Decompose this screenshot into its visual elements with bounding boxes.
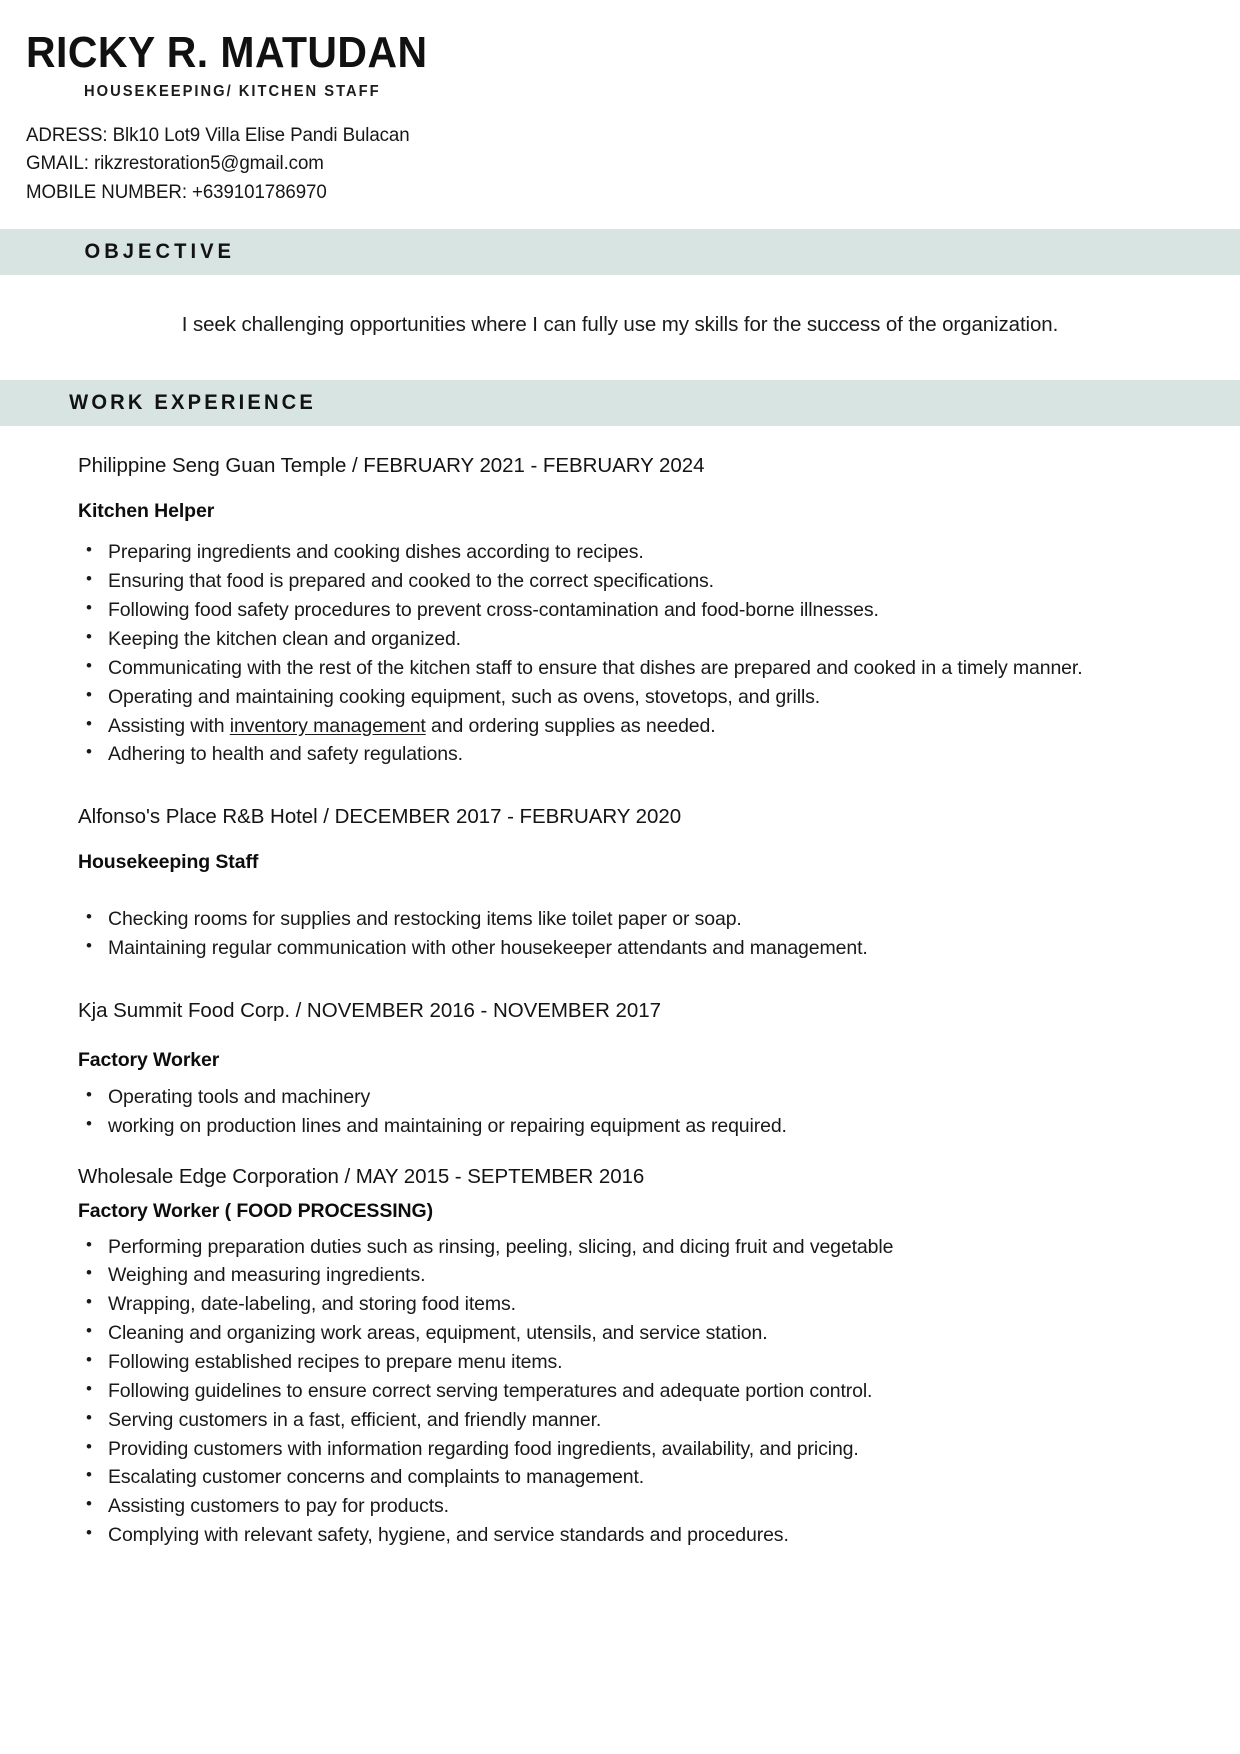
list-item: • working on production lines and maintaining or repairing equipment as required. <box>78 1112 1182 1141</box>
contact-block <box>26 121 1240 207</box>
job-entry <box>78 1163 1182 1550</box>
list-item: • Ensuring that food is prepared and cooked to the correct specifications. <box>78 567 1182 596</box>
list-item: • Operating and maintaining cooking equipment, such as ovens, stovetops, and grills. <box>78 683 1182 712</box>
job-heading: Philippine Seng Guan Temple / FEBRUARY 2021 - FEBRUARY 2024 <box>78 454 705 478</box>
list-item: • Maintaining regular communication with other housekeeper attendants and management. <box>78 934 1182 963</box>
list-item: • Operating tools and machinery <box>78 1083 1182 1112</box>
job-entry <box>78 803 1182 963</box>
list-item: • Following established recipes to prepare menu items. <box>78 1348 1182 1377</box>
job-heading: Wholesale Edge Corporation / MAY 2015 - SEPTEMBER 2016 <box>78 1164 645 1188</box>
contact-email: GMAIL: rikzrestoration5@gmail.com <box>26 152 324 175</box>
list-item: • Providing customers with information regarding food ingredients, availability, and pricing. <box>78 1435 1182 1464</box>
list-item: • Complying with relevant safety, hygiene, and service standards and procedures. <box>78 1521 1182 1550</box>
list-item: • Serving customers in a fast, efficient, and friendly manner. <box>78 1406 1182 1435</box>
list-item: • Performing preparation duties such as rinsing, peeling, slicing, and dicing fruit and vegetable <box>78 1233 1182 1262</box>
job-duties-list <box>78 1233 1182 1550</box>
job-entry <box>78 452 1182 769</box>
list-item: • Keeping the kitchen clean and organized. <box>78 625 1182 654</box>
job-heading: Alfonso's Place R&B Hotel / DECEMBER 2017 - FEBRUARY 2020 <box>78 805 682 829</box>
candidate-job-title: HOUSEKEEPING/ KITCHEN STAFF <box>84 82 381 100</box>
list-item: • Adhering to health and safety regulations. <box>78 740 1182 769</box>
section-title-objective: OBJECTIVE <box>84 239 236 263</box>
list-item: • Escalating customer concerns and complaints to management. <box>78 1463 1182 1492</box>
list-item: • Preparing ingredients and cooking dishes according to recipes. <box>78 538 1182 567</box>
job-title: Factory Worker <box>78 1048 220 1071</box>
objective-body <box>0 275 1240 341</box>
list-item: • Checking rooms for supplies and restocking items like toilet paper or soap. <box>78 905 1182 934</box>
underlined-phrase: inventory management <box>229 714 426 737</box>
objective-text: I seek challenging opportunities where I can fully use my skills for the success of the organization. <box>181 312 1059 336</box>
section-header-objective <box>0 229 1240 275</box>
candidate-name: RICKY R. MATUDAN <box>26 28 428 77</box>
job-title: Kitchen Helper <box>78 500 215 523</box>
job-duties-list <box>78 538 1182 769</box>
job-title: Factory Worker ( FOOD PROCESSING) <box>78 1200 433 1223</box>
section-title-work-experience: WORK EXPERIENCE <box>69 391 317 415</box>
section-header-work-experience <box>0 380 1240 426</box>
job-heading: Kja Summit Food Corp. / NOVEMBER 2016 - NOVEMBER 2017 <box>78 998 661 1022</box>
job-title: Housekeeping Staff <box>78 850 259 873</box>
list-item: • Following food safety procedures to prevent cross-contamination and food-borne illnesses. <box>78 596 1182 625</box>
list-item: • Cleaning and organizing work areas, equipment, utensils, and service station. <box>78 1319 1182 1348</box>
list-item: • Following guidelines to ensure correct serving temperatures and adequate portion control. <box>78 1377 1182 1406</box>
list-item: • Communicating with the rest of the kitchen staff to ensure that dishes are prepared and cooked in a timely manner. <box>78 654 1182 683</box>
contact-mobile: MOBILE NUMBER: +639101786970 <box>26 180 327 203</box>
job-duties-list <box>78 905 1182 963</box>
job-entry <box>78 997 1182 1141</box>
resume-header <box>0 0 1240 207</box>
work-experience-body <box>0 452 1240 1550</box>
job-duties-list <box>78 1083 1182 1141</box>
list-item: • Assisting customers to pay for products. <box>78 1492 1182 1521</box>
contact-address: ADRESS: Blk10 Lot9 Villa Elise Pandi Bulacan <box>26 123 410 146</box>
list-item: • Wrapping, date-labeling, and storing food items. <box>78 1290 1182 1319</box>
list-item: • Weighing and measuring ingredients. <box>78 1261 1182 1290</box>
list-item: • Assisting with inventory management and ordering supplies as needed. <box>78 712 1182 741</box>
